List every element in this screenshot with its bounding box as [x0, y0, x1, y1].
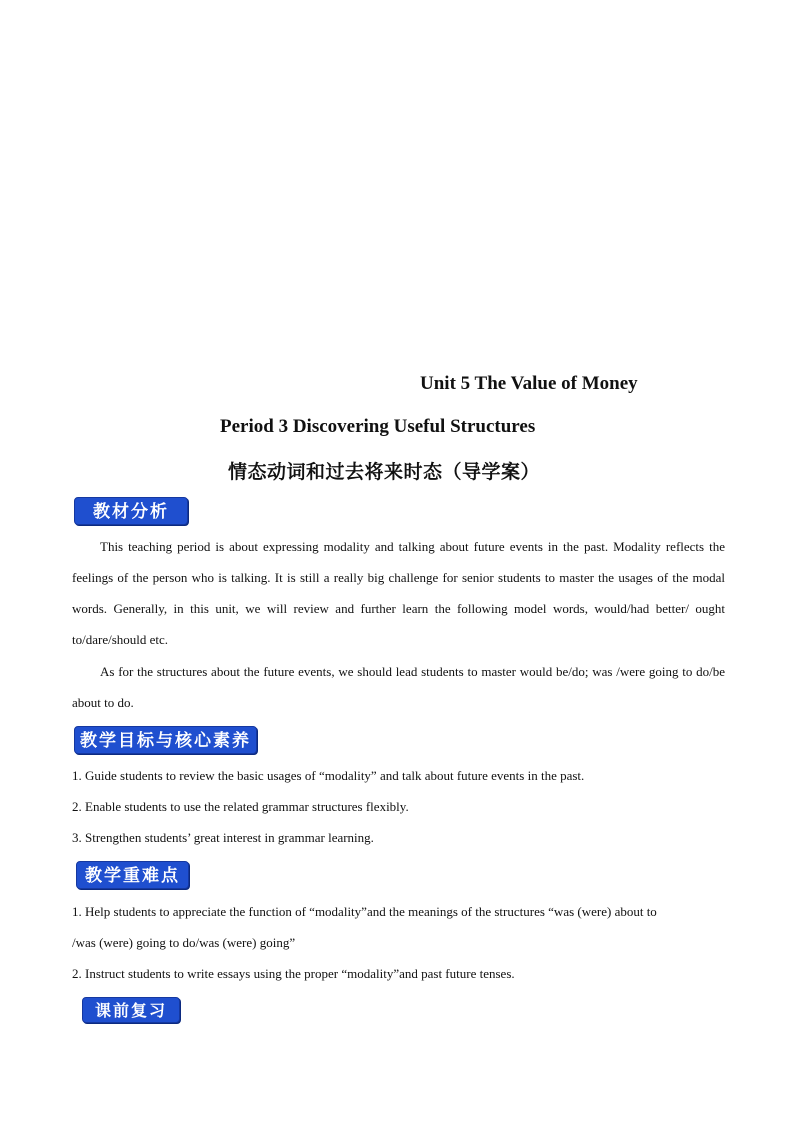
objective-item-1: 1. Guide students to review the basic usages of “modality” and talk about future events in the past. — [72, 768, 585, 783]
analysis-paragraph-2 — [72, 656, 725, 718]
key-point-item-1: 1. Help students to appreciate the function of “modality”and the meanings of the structures “was (were) about to — [72, 904, 657, 919]
key-point-item-1-cont: /was (were) going to do/was (were) going” — [72, 935, 296, 950]
section-badge-objectives: 教学目标与核心素养 — [74, 726, 257, 754]
objective-item-2: 2. Enable students to use the related grammar structures flexibly. — [72, 799, 409, 814]
section-badge-analysis: 教材分析 — [74, 497, 188, 525]
analysis-text-1: This teaching period is about expressing modality and talking about future events in the past. Modality reflects the feelings of the person who is talking. It is still a really big challenge for senior students to master the usages of the modal words. Generally, in this unit, we will review and further learn the following model words, would/had better/ ought to/dare/should etc. — [72, 539, 725, 647]
analysis-text-2: As for the structures about the future events, we should lead students to master would be/do; was /were going to do/be about to do. — [72, 664, 725, 710]
unit-title: Unit 5 The Value of Money — [420, 373, 638, 394]
section-badge-review: 课前复习 — [82, 997, 180, 1023]
objective-item-3: 3. Strengthen students’ great interest in grammar learning. — [72, 830, 374, 845]
section-badge-key-points: 教学重难点 — [76, 861, 189, 889]
key-point-item-2: 2. Instruct students to write essays using the proper “modality”and past future tenses. — [72, 966, 515, 981]
period-title: Period 3 Discovering Useful Structures — [220, 416, 536, 437]
chinese-title: 情态动词和过去将来时态（导学案） — [228, 461, 541, 483]
analysis-paragraph-1 — [72, 531, 725, 655]
